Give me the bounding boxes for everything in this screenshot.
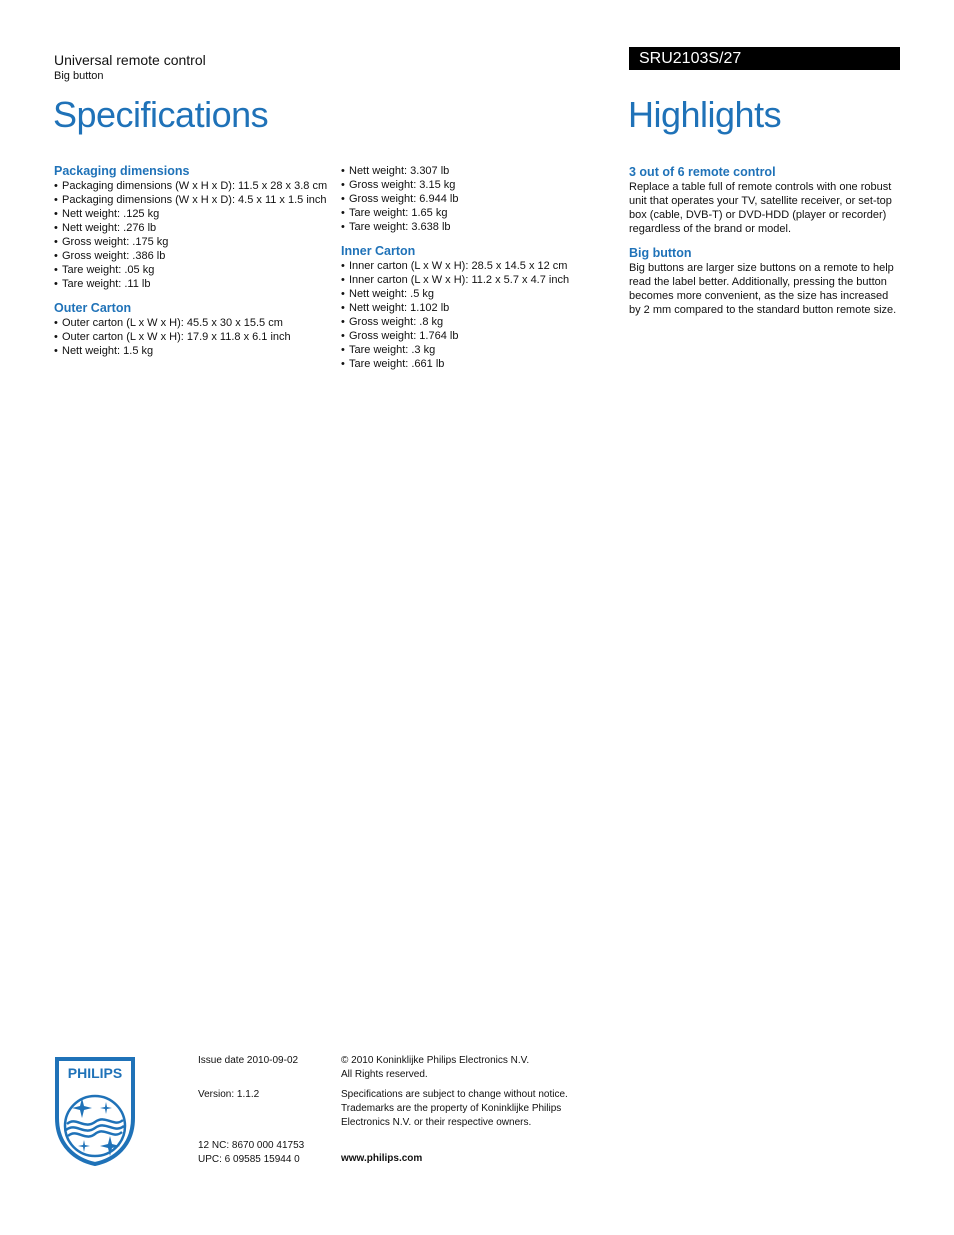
product-title: Universal remote control — [54, 52, 206, 68]
list-item: • Inner carton (L x W x H): 11.2 x 5.7 x 4.7 inch — [341, 273, 611, 287]
section-title-outer-carton: Outer Carton — [54, 301, 132, 315]
list-item: • Nett weight: .125 kg — [54, 207, 329, 221]
outer-carton-list — [54, 316, 329, 358]
list-item: • Tare weight: .05 kg — [54, 263, 329, 277]
list-item: • Gross weight: 1.764 lb — [341, 329, 611, 343]
list-item: • Gross weight: 3.15 kg — [341, 178, 611, 192]
list-item: • Outer carton (L x W x H): 45.5 x 30 x 15.5 cm — [54, 316, 329, 330]
list-item: • Gross weight: 6.944 lb — [341, 192, 611, 206]
list-item: • Tare weight: .661 lb — [341, 357, 611, 371]
list-item: • Nett weight: 1.5 kg — [54, 344, 329, 358]
list-item: • Nett weight: 1.102 lb — [341, 301, 611, 315]
highlight-text: Big buttons are larger size buttons on a remote to help read the label better. Additionally, pressing the button becomes more convenient, as the size has increased by 2 mm compared to the standard button remote size. — [629, 262, 897, 316]
notice-line: Electronics N.V. or their respective owners. — [341, 1117, 532, 1128]
list-item: • Gross weight: .175 kg — [54, 235, 329, 249]
list-item: • Tare weight: 3.638 lb — [341, 220, 611, 234]
list-item: • Nett weight: 3.307 lb — [341, 164, 611, 178]
version: Version: 1.1.2 — [198, 1089, 260, 1100]
issue-date: Issue date 2010-09-02 — [198, 1055, 299, 1066]
list-item: • Outer carton (L x W x H): 17.9 x 11.8 x 6.1 inch — [54, 330, 329, 344]
section-title-inner-carton: Inner Carton — [341, 244, 416, 258]
list-item: • Packaging dimensions (W x H x D): 11.5 x 28 x 3.8 cm — [54, 179, 329, 193]
website-link[interactable]: www.philips.com — [341, 1153, 423, 1164]
list-item: • Gross weight: .386 lb — [54, 249, 329, 263]
highlight-text: Replace a table full of remote controls with one robust unit that operates your TV, satellite receiver, or set-top box (cable, DVB-T) or DVD-HDD (player or recorder) regardless of the brand or model. — [629, 181, 892, 235]
notice-line: Specifications are subject to change without notice. — [341, 1089, 568, 1100]
list-item: • Inner carton (L x W x H): 28.5 x 14.5 x 12 cm — [341, 259, 611, 273]
rights-line: All Rights reserved. — [341, 1069, 428, 1080]
highlights-heading: Highlights — [628, 94, 782, 135]
upc-code: UPC: 6 09585 15944 0 — [198, 1154, 300, 1165]
logo-wordmark: PHILIPS — [67, 1065, 123, 1081]
highlight-title: Big button — [629, 246, 692, 260]
list-item: • Tare weight: .3 kg — [341, 343, 611, 357]
copyright — [341, 1054, 601, 1082]
philips-shield-logo — [54, 1056, 136, 1166]
copyright-line: © 2010 Koninklijke Philips Electronics N.V. — [341, 1055, 530, 1066]
product-subtitle: Big button — [54, 70, 104, 82]
highlight-title: 3 out of 6 remote control — [629, 165, 776, 179]
outer-carton-list-continued — [341, 164, 611, 234]
list-item: • Tare weight: .11 lb — [54, 277, 329, 291]
list-item: • Packaging dimensions (W x H x D): 4.5 x 11 x 1.5 inch — [54, 193, 329, 207]
list-item: • Tare weight: 1.65 kg — [341, 206, 611, 220]
list-item: • Nett weight: .276 lb — [54, 221, 329, 235]
list-item: • Nett weight: .5 kg — [341, 287, 611, 301]
specs-column-1 — [54, 164, 329, 358]
specs-column-2 — [341, 164, 611, 371]
specifications-heading: Specifications — [53, 94, 269, 135]
highlights-column — [629, 165, 901, 317]
model-number-badge: SRU2103S/27 — [629, 47, 900, 70]
product-codes — [198, 1139, 304, 1167]
inner-carton-list — [341, 259, 611, 371]
notice-line: Trademarks are the property of Koninklijke Philips — [341, 1103, 562, 1114]
nc-code: 12 NC: 8670 000 41753 — [198, 1140, 305, 1151]
list-item: • Gross weight: .8 kg — [341, 315, 611, 329]
legal-notice — [341, 1088, 601, 1130]
section-title-packaging: Packaging dimensions — [54, 164, 190, 178]
packaging-list — [54, 179, 329, 291]
